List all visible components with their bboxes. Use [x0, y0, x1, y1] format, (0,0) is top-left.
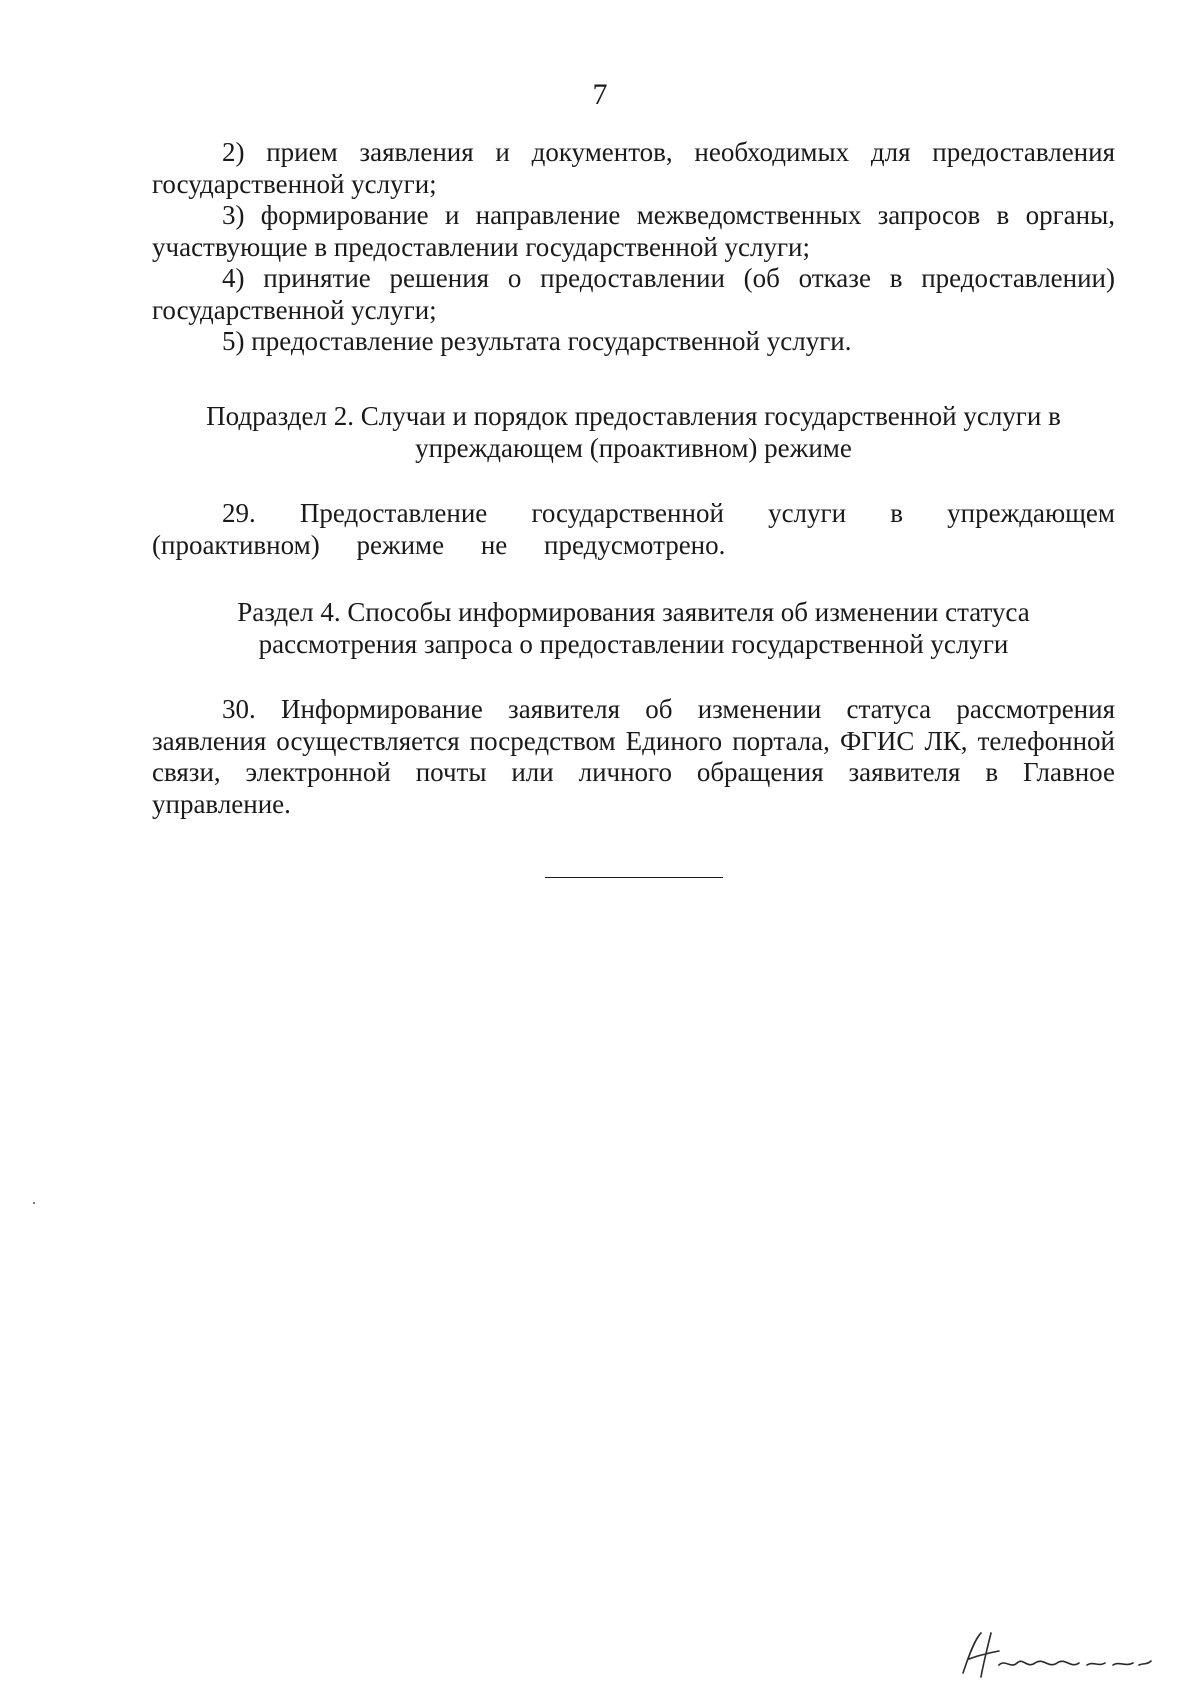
subsection-heading-line: Подраздел 2. Случаи и порядок предоставления государственной услуги в: [206, 401, 1061, 431]
section-heading-line: Раздел 4. Способы информирования заявителя об изменении статуса: [237, 597, 1030, 627]
subsection-heading-line: упреждающем (проактивном) режиме: [415, 433, 852, 463]
paragraph-29: 29. Предоставление государственной услуги в упреждающем (проактивном) режиме не предусмотрено.: [152, 498, 1115, 560]
paragraph-29-block: [152, 498, 1115, 561]
paragraph-30: 30. Информирование заявителя об изменении статуса рассмотрения заявления осуществляется посредством Единого портала, ФГИС ЛК, телефонной связи, электронной почты или личного обращения заявителя в Главное управление.: [152, 694, 1115, 819]
section-heading-line: рассмотрения запроса о предоставлении государственной услуги: [258, 629, 1009, 659]
list-item: 5) предоставление результата государственной услуги.: [222, 326, 852, 356]
page-number: 7: [592, 78, 608, 111]
list-item: 3) формирование и направление межведомственных запросов в органы, участвующие в предоставлении государственной услуги;: [152, 200, 1115, 262]
handwritten-signature: [955, 1625, 1155, 1685]
section-heading: [152, 596, 1115, 660]
list-item: 2) прием заявления и документов, необходимых для предоставления государственной услуги;: [152, 137, 1115, 199]
paragraph-30-block: [152, 694, 1115, 820]
list-block: [152, 137, 1115, 358]
scan-speck: [33, 1202, 35, 1204]
list-item: 4) принятие решения о предоставлении (об отказе в предоставлении) государственной услуги;: [152, 263, 1115, 325]
subsection-heading: [152, 400, 1115, 464]
end-rule: [545, 877, 723, 878]
